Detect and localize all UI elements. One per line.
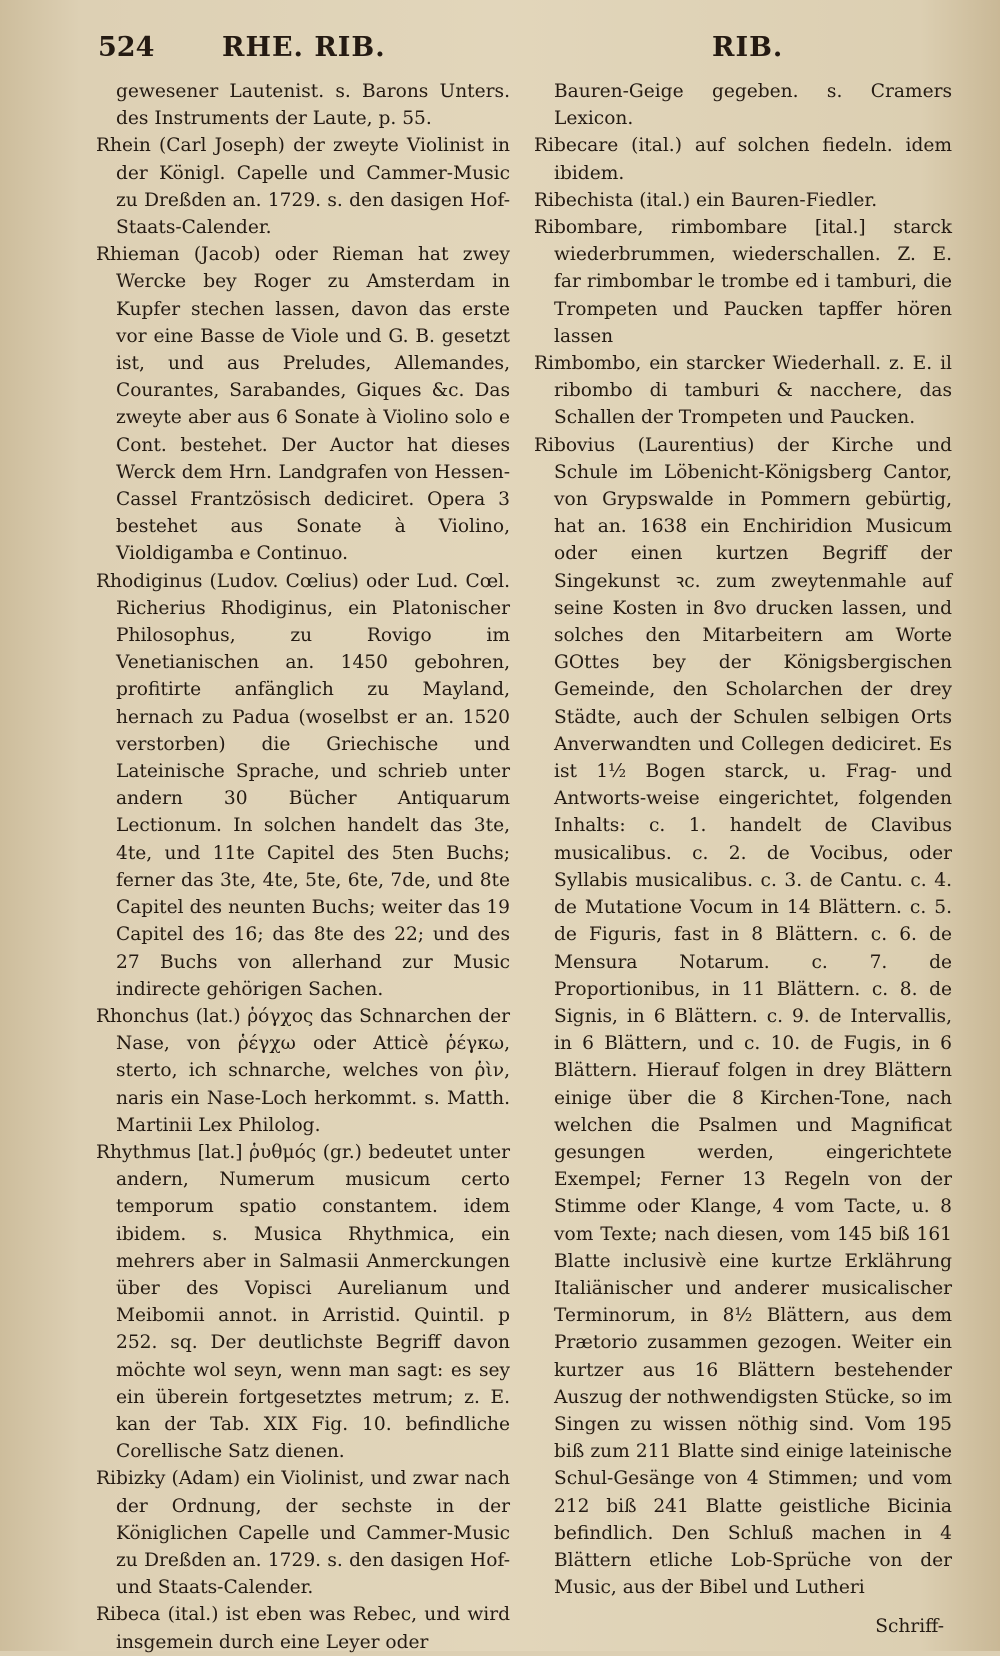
entry-ribecare: Ribecare (ital.) auf solchen fiedeln. idem ibidem. — [534, 135, 952, 184]
entry-ribechista: Ribechista (ital.) ein Bauren-Fiedler. — [534, 189, 878, 211]
continuation-barons: gewesener Lautenist. s. Barons Unters. des Instruments der Laute, p. 55. — [116, 81, 510, 130]
right-running-head: RIB. — [712, 32, 784, 63]
entry-rhein: Rhein (Carl Joseph) der zweyte Violinist in der Königl. Capelle und Cammer-Music zu Dreßden an. 1729. s. den dasigen Hof-Staats-Calender. — [96, 135, 510, 239]
entry-rhieman: Rhieman (Jacob) oder Rieman hat zwey Wercke bey Roger zu Amsterdam in Kupfer stechen lassen, davon das erste vor eine Basse de Viole und G. B. gesetzt ist, und aus Preludes, Allemandes, Courantes, Sarabandes, Giques &c. Das zweyte aber aus 6 Sonate à Violino solo e Cont. bestehet. Der Auctor hat dieses Werck dem Hrn. Landgrafen von Hessen-Cassel Frantzösisch dediciret. Opera 3 bestehet aus Sonate à Violino, Violdigamba e Continuo. — [96, 244, 510, 565]
entry-rhythmus: Rhythmus [lat.] ῥυθμός (gr.) bedeutet unter andern, Numerum musicum certo temporum spatio constantem. idem ibidem. s. Musica Rhythmica, ein mehrers aber in Salmasii Anmerckungen über des Vopisci Aurelianum und Meibomii annot. in Arristid. Quintil. p 252. sq. Der deutlichste Begriff davon möchte wol seyn, wenn man sagt: es sey ein überein fortgesetztes metrum; z. E. kan der Tab. XIX Fig. 10. befindliche Corellische Satz dienen. — [96, 1141, 510, 1463]
left-column — [96, 78, 510, 1656]
right-column — [534, 78, 952, 1601]
entry-rimbombo: Rimbombo, ein starcker Wiederhall. z. E. il ribombo di tamburi & nacchere, das Schallen der Trompeten und Paucken. — [534, 353, 952, 429]
entry-ribeca: Ribeca (ital.) ist eben was Rebec, und wird insgemein durch eine Leyer oder — [96, 1604, 510, 1653]
continuation-bauren-geige: Bauren-Geige gegeben. s. Cramers Lexicon. — [554, 81, 952, 130]
page-number: 524 — [98, 32, 155, 63]
left-running-head: RHE. RIB. — [222, 32, 386, 63]
entry-ribombare: Ribombare, rimbombare [ital.] starck wiederbrummen, wiederschallen. Z. E. far rimbombar le trombe ed i tamburi, die Trompeten und Paucken tapffer hören lassen — [534, 217, 952, 347]
catchword: Schriff- — [875, 1616, 944, 1637]
entry-ribizky: Ribizky (Adam) ein Violinist, und zwar nach der Ordnung, der sechste in der Königlichen Capelle und Cammer-Music zu Dreßden an. 1729. s. den dasigen Hof- und Staats-Calender. — [96, 1468, 510, 1599]
entry-rhonchus: Rhonchus (lat.) ῥόγχος das Schnarchen der Nase, von ῥέγχω oder Atticè ῥέγκω, sterto, ich schnarche, welches von ῥὶν, naris ein Nase-Loch herkommt. s. Matth. Martinii Lex Philolog. — [96, 1005, 510, 1136]
entry-ribovius: Ribovius (Laurentius) der Kirche und Schule im Löbenicht-Königsberg Cantor, von Grypswalde in Pommern gebürtig, hat an. 1638 ein Enchiridion Musicum oder einen kurtzen Begriff der Singekunst ꝛc. zum zweytenmahle auf seine Kosten in 8vo drucken lassen, und solches den Mitarbeitern am Worte GOttes bey der Königsbergischen Gemeinde, den Scholarchen der drey Städte, auch der Schulen selbigen Orts Anverwandten und Collegen dediciret. Es ist 1½ Bogen starck, u. Frag- und Antworts-weise eingerichtet, folgenden Inhalts: c. 1. handelt de Clavibus musicalibus. c. 2. de Vocibus, oder Syllabis musicalibus. c. 3. de Cantu. c. 4. de Mutatione Vocum in 14 Blättern. c. 5. de Figuris, fast in 8 Blättern. c. 6. de Mensura Notarum. c. 7. de Proportionibus, in 11 Blättern. c. 8. de Signis, in 6 Blättern. c. 9. de Intervallis, in 6 Blättern, und c. 10. de Fugis, in 6 Blättern. Hierauf folgen in drey Blättern einige über die 8 Kirchen-Tone, nach welchen die Psalmen und Magnificat gesungen werden, eingerichtete Exempel; Ferner 13 Regeln von der Stimme oder Klange, 4 vom Tacte, u. 8 vom Texte; nach diesen, vom 145 biß 161 Blatte inclusivè eine kurtze Erklährung Italiänischer und anderer musicalischer Terminorum, in 8½ Blättern, aus dem Prætorio zusammen gezogen. Weiter ein kurtzer aus 16 Blättern bestehender Auszug der nothwendigsten Stücke, so im Singen zu wissen nöthig sind. Vom 195 biß zum 211 Blatte sind einige lateinische Schul-Gesänge von 4 Stimmen; und vom 212 biß 241 Blatte geistliche Bicinia befindlich. Den Schluß machen in 4 Blättern etliche Lob-Sprüche von der Music, aus der Bibel und Lutheri — [534, 434, 952, 1599]
entry-rhodiginus: Rhodiginus (Ludov. Cœlius) oder Lud. Cœl. Richerius Rhodiginus, ein Platonischer Philosophus, zu Rovigo im Venetianischen an. 1450 gebohren, profitirte anfänglich zu Mayland, hernach zu Padua (woselbst er an. 1520 verstorben) die Griechische und Lateinische Sprache, und schrieb unter andern 30 Bücher Antiquarum Lectionum. In solchen handelt das 3te, 4te, und 11te Capitel des 5ten Buchs; ferner das 3te, 4te, 5te, 6te, 7de, und 8te Capitel des neunten Buchs; weiter das 19 Capitel des 16; das 8te des 22; und des 27 Buchs von allerhand zur Music indirecte gehörigen Sachen. — [96, 570, 510, 1000]
